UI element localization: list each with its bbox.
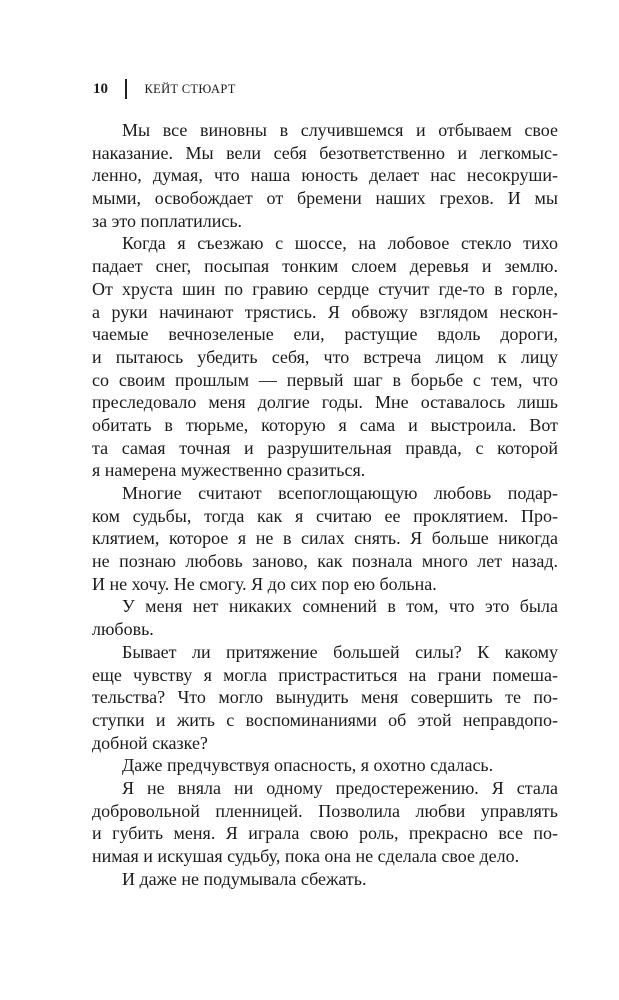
text-line: Бывает ли притяжение большей силы? К какому [122, 641, 558, 662]
text-line: ком судьбы, тогда как я считаю ее проклятием. Про- [92, 505, 558, 526]
paragraph [92, 754, 558, 777]
paragraph [92, 868, 558, 891]
text-line: нимая и искушая судьбу, пока она не сделала свое дело. [92, 846, 520, 866]
text-line: И даже не подумывала сбежать. [122, 868, 367, 889]
text-line: мыми, освобождает от бремени наших грехов. И мы [92, 188, 558, 209]
text-line: чаемые вечнозеленые ели, растущие вдоль дороги, [92, 324, 558, 345]
text-line: Мы все виновны в случившемся и отбываем свое [122, 120, 558, 140]
paragraph [92, 119, 558, 232]
text-line: я намерена мужественно сразиться. [92, 460, 366, 481]
running-title: КЕЙТ СТЮАРТ [144, 81, 236, 96]
paragraph [92, 232, 558, 482]
header-divider [125, 79, 127, 99]
text-line: и губить меня. Я играла свою роль, прекрасно все по- [92, 823, 558, 844]
text-line: У меня нет никаких сомнений в том, что это была [122, 596, 558, 617]
text-line: Многие считают всепоглощающую любовь подар- [122, 483, 558, 503]
text-line: добной сказке? [92, 732, 208, 753]
page-body-text [92, 119, 558, 890]
text-line: со своим прошлым — первый шаг в борьбе с тем, что [92, 369, 558, 390]
paragraph [92, 777, 558, 868]
text-line: тельства? Что могло вынудить меня совершить те по- [92, 687, 558, 708]
text-line: а руки начинают трястись. Я обвожу взглядом нескон- [92, 301, 558, 322]
text-line: От хруста шин по гравию сердце стучит где-то в горле, [92, 278, 558, 299]
text-line: И не хочу. Не смогу. Я до сих пор ею больна. [92, 573, 437, 594]
text-line: Когда я съезжаю с шоссе, на лобовое стекло тихо [122, 233, 558, 254]
paragraph [92, 641, 558, 754]
text-line: ленно, думая, что наша юность делает нас несокруши- [92, 165, 558, 186]
page-header [93, 78, 236, 100]
text-line: падает снег, посыпая тонким слоем деревья и землю. [92, 256, 558, 277]
text-line: любовь. [92, 619, 154, 640]
text-line: наказание. Мы вели себя безответственно и легкомыс- [92, 142, 558, 163]
text-line: еще чувству я могла пристраститься на грани помеша- [92, 664, 558, 685]
text-line: та самая точная и разрушительная правда, с которой [92, 437, 558, 458]
text-line: клятием, которое я не в силах снять. Я больше никогда [92, 528, 558, 549]
text-line: за это поплатились. [92, 210, 243, 231]
text-line: и пытаюсь убедить себя, что встреча лицом к лицу [92, 346, 558, 367]
text-line: добровольной пленницей. Позволила любви управлять [92, 800, 558, 821]
text-line: не познаю любовь заново, как познала много лет назад. [92, 551, 558, 572]
text-line: ступки и жить с воспоминаниями об этой неправдопо- [92, 709, 558, 730]
paragraph [92, 595, 558, 640]
text-line: Даже предчувствуя опасность, я охотно сдалась. [122, 755, 494, 776]
text-line: обитать в тюрьме, которую я сама и выстроила. Вот [92, 414, 558, 435]
text-line: преследовало меня долгие годы. Мне оставалось лишь [92, 392, 558, 413]
paragraph [92, 482, 558, 595]
text-line: Я не вняла ни одному предостережению. Я стала [122, 777, 558, 798]
page-number: 10 [93, 80, 108, 97]
